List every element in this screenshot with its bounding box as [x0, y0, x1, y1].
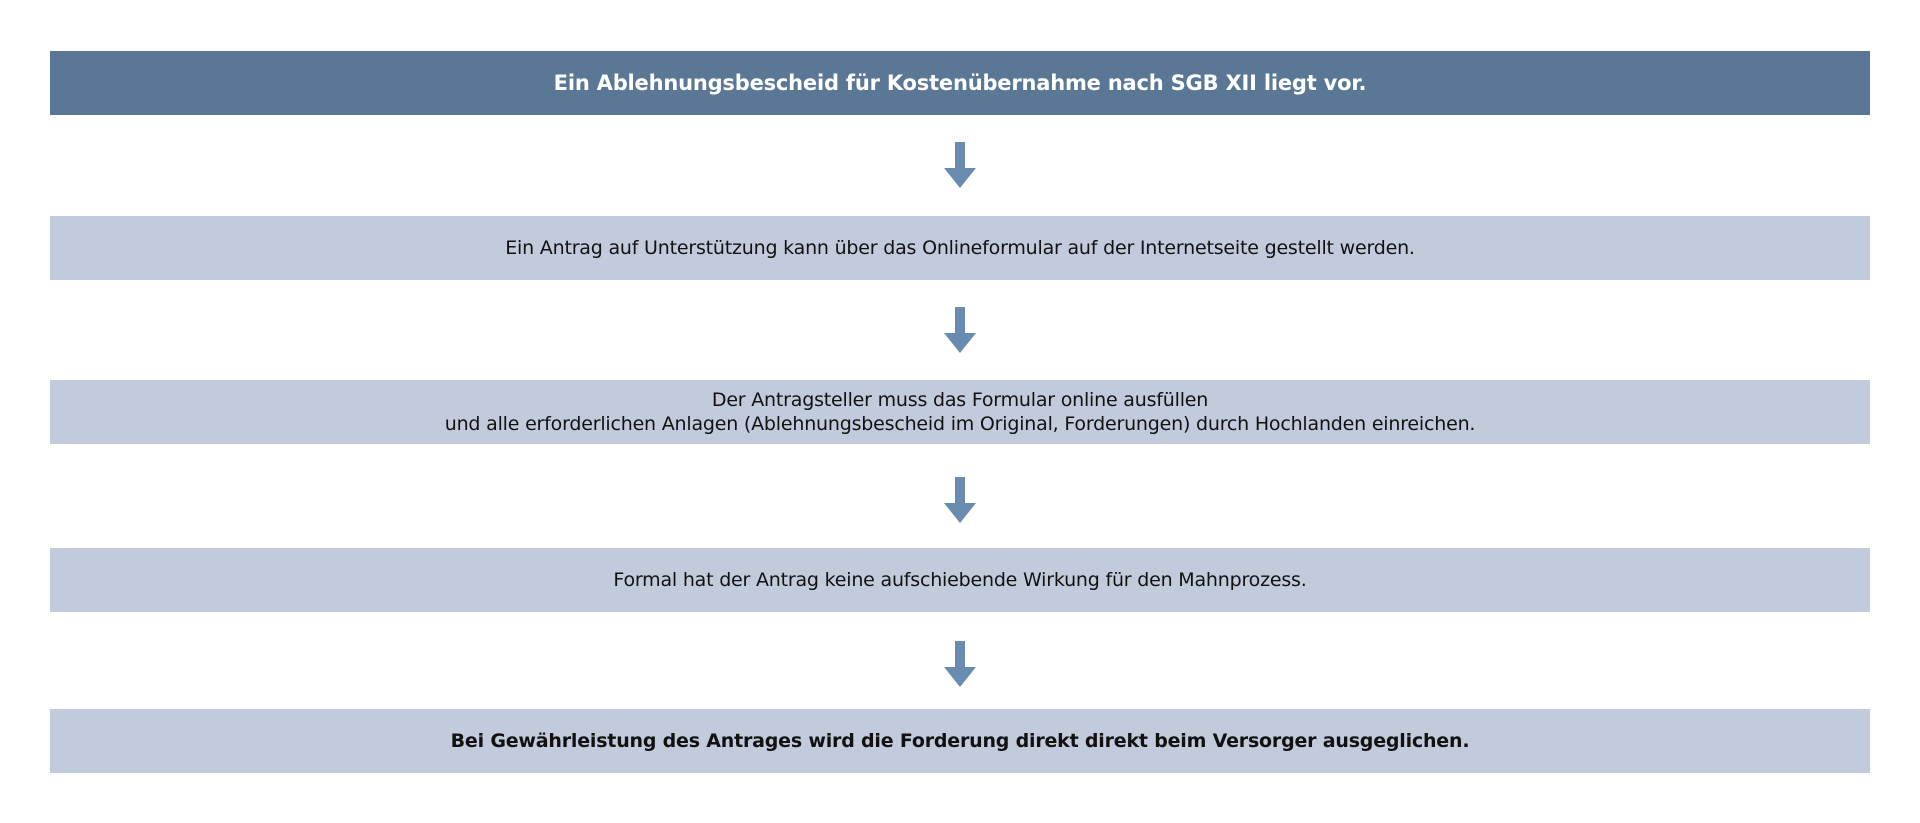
step-box-no-suspensive-effect [50, 548, 1870, 612]
step-box-fill-form [50, 380, 1870, 444]
step-text: Ein Ablehnungsbescheid für Kostenübernahme nach SGB XII liegt vor. [553, 71, 1367, 95]
step-text: Ein Antrag auf Unterstützung kann über das Onlineformular auf der Internetseite gestellt werden. [505, 237, 1415, 259]
step-box-claim-settled [50, 709, 1870, 773]
step-text-line-1: Der Antragsteller muss das Formular online ausfüllen [711, 389, 1209, 411]
down-arrow-icon [944, 477, 976, 523]
step-text [445, 388, 1476, 436]
step-text: Formal hat der Antrag keine aufschiebende Wirkung für den Mahnprozess. [613, 569, 1307, 591]
step-text: Bei Gewährleistung des Antrages wird die Forderung direkt direkt beim Versorger ausgeglichen. [450, 730, 1470, 752]
down-arrow-icon [944, 307, 976, 353]
step-box-rejection-notice [50, 51, 1870, 115]
step-text-line-2: und alle erforderlichen Anlagen (Ablehnungsbescheid im Original, Forderungen) durch Hochlanden einreichen. [444, 413, 1476, 435]
down-arrow-icon [944, 142, 976, 188]
step-box-online-application [50, 216, 1870, 280]
down-arrow-icon [944, 641, 976, 687]
